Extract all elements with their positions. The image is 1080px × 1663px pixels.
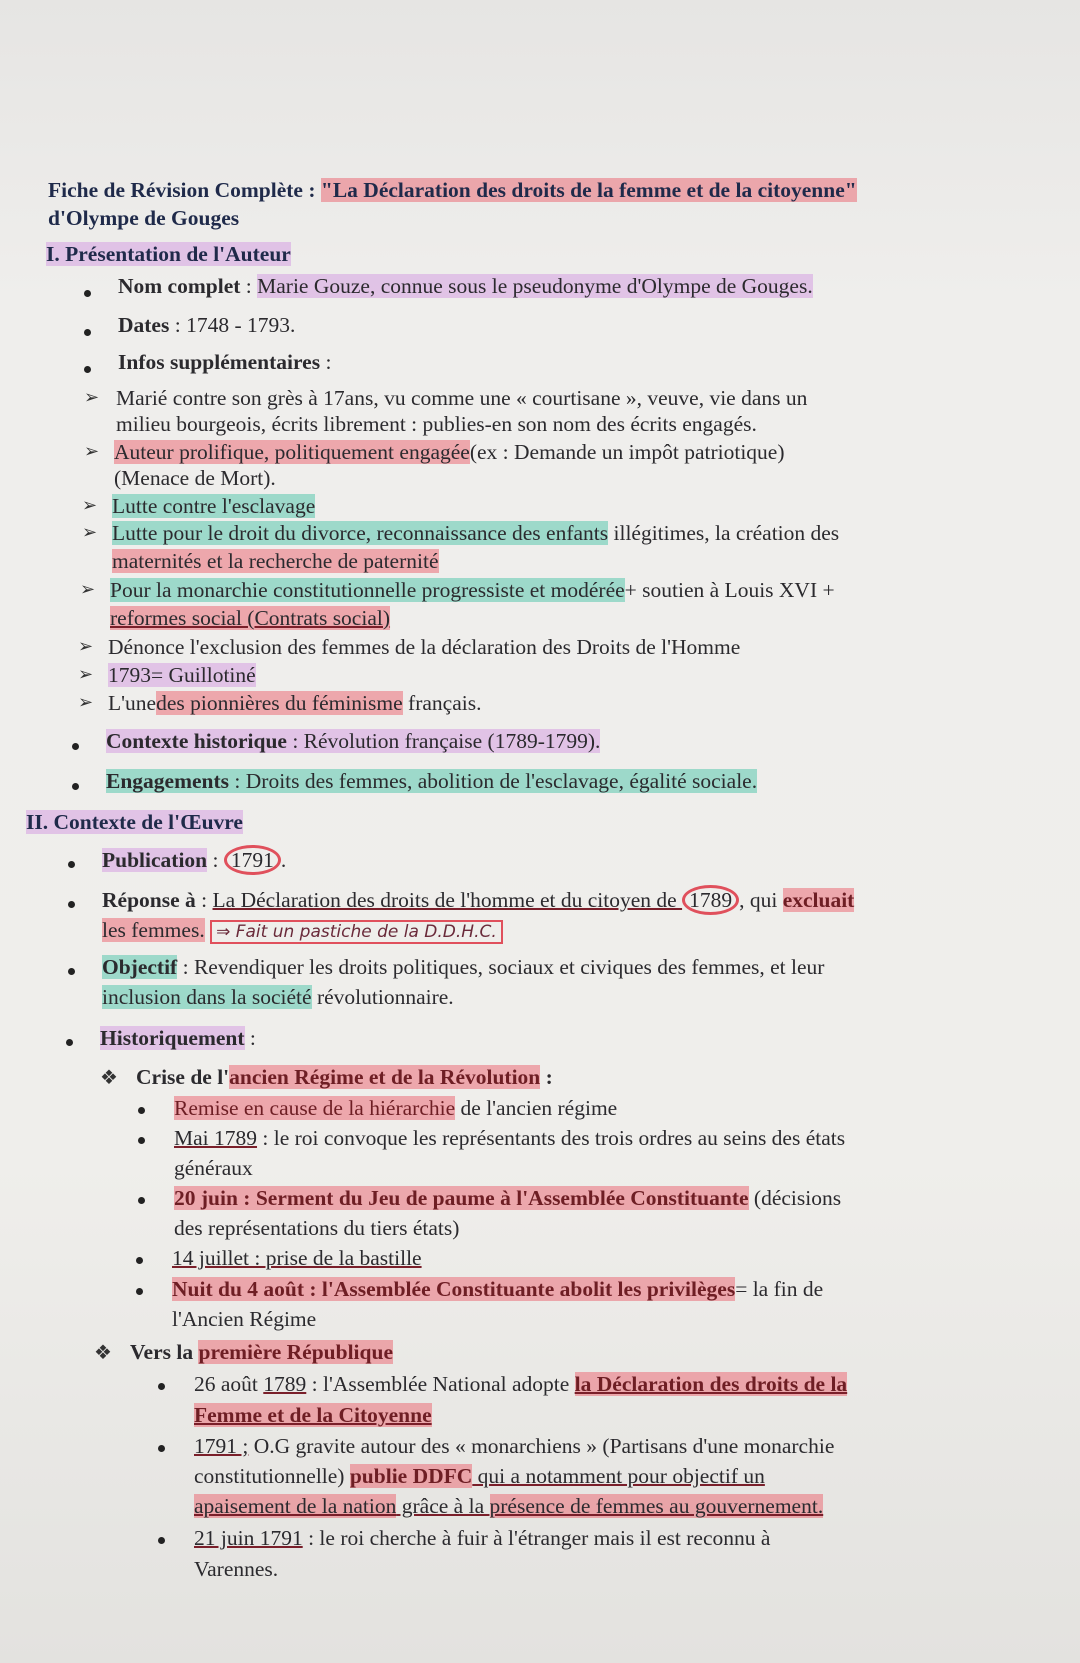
diamond-bullet-icon: ❖	[100, 1065, 118, 1089]
info-item	[110, 576, 835, 604]
pub-year: 1791	[224, 845, 281, 875]
vers-item-text: O.G gravite autour des « monarchiens » (Partisans d'une monarchie	[248, 1434, 835, 1458]
vers-line	[130, 1338, 393, 1366]
crise-text: Crise de l'	[136, 1065, 230, 1089]
rep-text: les femmes.	[102, 918, 205, 942]
info-item	[108, 661, 256, 689]
info-text: milieu bourgeois, écrits librement : publies-en son nom des écrits engagés.	[116, 412, 757, 436]
arrow-bullet-icon: ➢	[80, 579, 96, 600]
vers-item-text: 26 août	[194, 1372, 264, 1396]
info-item	[110, 604, 390, 632]
dates-line	[118, 311, 295, 339]
bullet-icon	[158, 1537, 165, 1544]
nom-line	[118, 272, 813, 300]
bullet-icon	[68, 968, 75, 975]
obj-line	[102, 953, 824, 981]
vers-text: Vers la	[130, 1340, 199, 1364]
crise-line	[136, 1063, 553, 1091]
dates-value: : 1748 - 1793.	[169, 313, 296, 337]
info-text: (ex : Demande un impôt patriotique)	[469, 440, 785, 464]
crise-item	[174, 1124, 845, 1152]
vers-item-text: présence de femmes au gouvernement.	[489, 1494, 824, 1518]
info-item	[114, 438, 785, 466]
infos-label: Infos supplémentaires	[118, 350, 321, 374]
nom-sep: :	[240, 274, 258, 298]
bullet-icon	[136, 1257, 143, 1264]
vers-item	[194, 1370, 847, 1398]
arrow-bullet-icon: ➢	[84, 441, 100, 462]
vers-item-text: 1791 ;	[194, 1434, 249, 1458]
vers-item	[194, 1524, 770, 1552]
crise-item-text: Nuit du 4 août : l'Assemblée Constituante abolit les privilèges	[172, 1277, 736, 1301]
bullet-icon	[72, 783, 79, 790]
crise-item-text: = la fin de	[735, 1277, 824, 1301]
crise-text: ancien Régime et de la Révolution	[229, 1065, 541, 1089]
engage-value: : Droits des femmes, abolition de l'esclavage, égalité sociale.	[229, 769, 758, 793]
obj-text: : Revendiquer les droits politiques, sociaux et civiques des femmes, et leur	[177, 955, 825, 979]
rep-label: Réponse à	[102, 888, 196, 912]
crise-item-text: (décisions	[748, 1186, 842, 1210]
crise-text: :	[540, 1065, 553, 1089]
title-work: "La Déclaration des droits de la femme et de la citoyenne"	[320, 178, 857, 202]
arrow-bullet-icon: ➢	[84, 387, 100, 408]
pub-sep: :	[207, 848, 224, 872]
pub-end: .	[280, 848, 287, 872]
info-text: L'une	[108, 691, 157, 715]
nom-label: Nom complet	[118, 274, 241, 298]
info-text: maternités et la recherche de paternité	[112, 549, 439, 573]
crise-item	[172, 1244, 422, 1272]
hist-line	[100, 1024, 256, 1052]
vers-item-text: constitutionnelle)	[194, 1464, 350, 1488]
info-text: Lutte pour le droit du divorce, reconnaissance des enfants	[112, 521, 609, 545]
info-text: reformes social (Contrats social)	[110, 606, 391, 630]
bullet-icon	[158, 1445, 165, 1452]
section1-heading-text: I. Présentation de l'Auteur	[46, 242, 291, 266]
info-text: Pour la monarchie constitutionnelle progressiste et modérée	[110, 578, 625, 602]
bullet-icon	[158, 1383, 165, 1390]
vers-item-text: 21 juin 1791	[194, 1526, 303, 1550]
info-item	[112, 492, 315, 520]
nom-value: Marie Gouze, connue sous le pseudonyme d'Olympe de Gouges.	[257, 274, 813, 298]
crise-item-text: des représentations du tiers états)	[174, 1216, 460, 1240]
info-item	[116, 384, 807, 412]
arrow-bullet-icon: ➢	[78, 692, 94, 713]
vers-item	[194, 1555, 278, 1583]
rep-sep: :	[195, 888, 213, 912]
vers-item-text: : l'Assemblée National adopte	[306, 1372, 575, 1396]
title-author	[48, 204, 239, 232]
obj-line-2	[102, 983, 454, 1011]
bullet-icon	[138, 1137, 145, 1144]
obj-text: inclusion dans la société	[102, 985, 312, 1009]
vers-item-text: apaisement de la nation	[194, 1494, 397, 1518]
rep-year: 1789	[682, 885, 739, 915]
info-text: + soutien à Louis XVI +	[624, 578, 835, 602]
crise-item-text: de l'ancien régime	[455, 1096, 618, 1120]
info-item	[108, 633, 740, 661]
rep-text: , qui	[739, 888, 783, 912]
info-text: 1793= Guillotiné	[108, 663, 256, 687]
bullet-icon	[68, 861, 75, 868]
title-prefix: Fiche de Révision Complète :	[48, 178, 316, 202]
bullet-icon	[136, 1288, 143, 1295]
info-item	[112, 547, 439, 575]
crise-item	[172, 1275, 823, 1303]
section2-heading-text: II. Contexte de l'Œuvre	[26, 810, 243, 834]
rep-line	[102, 886, 854, 914]
bullet-icon	[66, 1039, 73, 1046]
crise-item	[174, 1184, 841, 1212]
vers-text: première République	[198, 1340, 393, 1364]
bullet-icon	[84, 366, 91, 373]
info-text: Dénonce l'exclusion des femmes de la déclaration des Droits de l'Homme	[108, 635, 741, 659]
pub-line	[102, 846, 286, 874]
pub-label: Publication	[102, 848, 208, 872]
arrow-bullet-icon: ➢	[78, 636, 94, 657]
vers-item-text: Femme et de la Citoyenne	[194, 1403, 432, 1427]
vers-item-text: qui a notamment pour objectif un	[472, 1464, 765, 1488]
crise-item-text: Mai 1789	[174, 1126, 258, 1150]
engage-label: Engagements	[106, 769, 230, 793]
contexte-line	[106, 727, 600, 755]
vers-item	[194, 1492, 823, 1520]
rep-text: excluait	[782, 888, 855, 912]
vers-item-text: : le roi cherche à fuir à l'étranger mais il est reconnu à	[302, 1526, 771, 1550]
info-text: illégitimes, la création des	[608, 521, 840, 545]
arrow-bullet-icon: ➢	[82, 522, 98, 543]
info-text: Auteur prolifique, politiquement engagée	[114, 440, 470, 464]
vers-item	[194, 1462, 765, 1490]
crise-item-text: l'Ancien Régime	[172, 1307, 317, 1331]
crise-item	[172, 1305, 316, 1333]
vers-item-text: grâce à la	[396, 1494, 490, 1518]
arrow-bullet-icon: ➢	[82, 495, 98, 516]
crise-item	[174, 1094, 617, 1122]
info-text: (Menace de Mort).	[114, 466, 276, 490]
hist-label: Historiquement	[100, 1026, 245, 1050]
vers-item-text: Varennes.	[194, 1557, 279, 1581]
arrow-bullet-icon: ➢	[78, 664, 94, 685]
vers-item-text: publie DDFC	[349, 1464, 473, 1488]
info-item	[108, 689, 481, 717]
info-item	[116, 410, 757, 438]
bullet-icon	[68, 901, 75, 908]
infos-sep: :	[320, 350, 332, 374]
rep-handwritten-note: ⇒ Fait un pastiche de la D.D.H.C.	[210, 920, 503, 944]
engage-line	[106, 767, 757, 795]
obj-label: Objectif	[102, 955, 178, 979]
info-text: des pionnières du féminisme	[156, 691, 403, 715]
info-text: français.	[402, 691, 482, 715]
crise-item-text: 14 juillet : prise de la bastille	[172, 1246, 422, 1270]
info-text: Lutte contre l'esclavage	[112, 494, 316, 518]
diamond-bullet-icon: ❖	[94, 1340, 112, 1364]
crise-item	[174, 1154, 253, 1182]
vers-item-text: la Déclaration des droits de la	[574, 1372, 848, 1396]
bullet-icon	[84, 290, 91, 297]
section1-heading	[46, 240, 291, 268]
crise-item-text: 20 juin : Serment du Jeu de paume à l'Assemblée Constituante	[174, 1186, 749, 1210]
vers-item-text: 1789	[263, 1372, 307, 1396]
vers-item	[194, 1432, 834, 1460]
bullet-icon	[84, 329, 91, 336]
dates-label: Dates	[118, 313, 170, 337]
contexte-value: : Révolution française (1789-1799).	[286, 729, 601, 753]
obj-text: révolutionnaire.	[311, 985, 454, 1009]
infos-line	[118, 348, 331, 376]
crise-item	[174, 1214, 459, 1242]
hist-sep: :	[244, 1026, 256, 1050]
info-item	[112, 519, 839, 547]
info-item	[114, 464, 276, 492]
crise-item-text: Remise en cause de la hiérarchie	[174, 1096, 456, 1120]
section2-heading	[26, 808, 243, 836]
info-text: Marié contre son grès à 17ans, vu comme une « courtisane », veuve, vie dans un	[116, 386, 808, 410]
rep-line-2	[102, 916, 503, 946]
bullet-icon	[138, 1107, 145, 1114]
title-author-text: d'Olympe de Gouges	[48, 206, 240, 230]
bullet-icon	[138, 1197, 145, 1204]
rep-text: La Déclaration des droits de l'homme et du citoyen de	[212, 888, 683, 912]
vers-item	[194, 1401, 432, 1429]
contexte-label: Contexte historique	[106, 729, 287, 753]
crise-item-text: généraux	[174, 1156, 253, 1180]
bullet-icon	[72, 743, 79, 750]
crise-item-text: : le roi convoque les représentants des trois ordres au seins des états	[257, 1126, 846, 1150]
title-line	[48, 176, 857, 204]
